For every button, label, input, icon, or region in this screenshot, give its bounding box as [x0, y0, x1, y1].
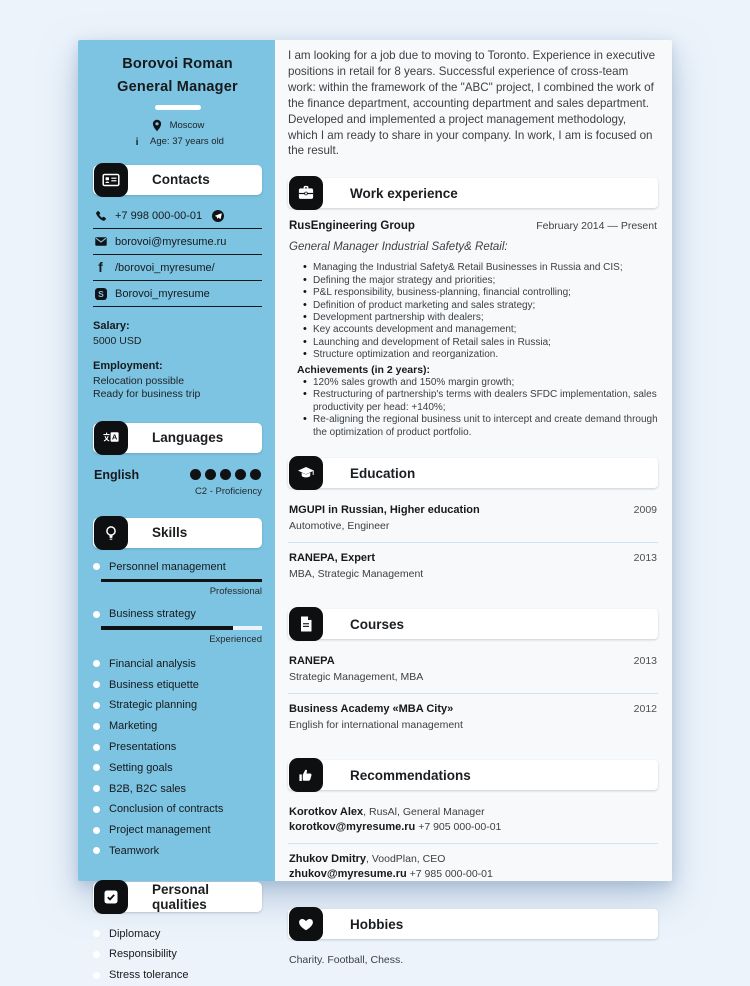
skill-bar: [101, 626, 262, 630]
quality-item: [93, 944, 262, 965]
proficiency-dot: [205, 469, 216, 480]
recommender-org-role: , RusAl, General Manager: [363, 806, 485, 819]
bullet-dot: [93, 702, 100, 709]
recommendations-header-bar: [288, 760, 658, 790]
contact-phone[interactable]: [93, 203, 262, 229]
education-entry-subtitle: MBA, Strategic Management: [289, 568, 424, 581]
skill-label: Business strategy: [109, 608, 196, 620]
contact-facebook[interactable]: [93, 255, 262, 281]
sidebar: [78, 40, 275, 982]
work-bullet: • Defining the major strategy and priorities;: [303, 275, 658, 287]
language-dots: [190, 469, 261, 480]
work-experience-header: [288, 176, 658, 210]
telegram-icon[interactable]: [211, 210, 224, 222]
recommendations-title: Recommendations: [350, 767, 471, 783]
skill-label: Financial analysis: [109, 657, 196, 670]
education-entry-line: [289, 552, 657, 564]
work-title: Work experience: [350, 185, 458, 201]
hobbies-title: Hobbies: [350, 916, 404, 932]
bullet-dot: [93, 951, 100, 958]
skill-level: Professional: [209, 586, 262, 597]
envelope-icon: [94, 237, 107, 246]
course-entry-line: [289, 655, 657, 667]
skill-bar-fill: [101, 626, 233, 630]
skill-label: Teamwork: [109, 844, 160, 857]
recommender-contact-line: [289, 821, 657, 833]
work-entry-head: [288, 220, 658, 232]
recommender-phone: +7 905 000-00-01: [415, 821, 502, 834]
summary-text: I am looking for a job due to moving to Toronto. Experience in executive positions in retail for 8 years. Successful experience of cross-team work: within the framework of the "ABC" project, I combined the work of the finance department, accounting department and sales department. Developed and implemented a project management methodology, which I am ready to share in your company. In work, I am is focused on the result.: [288, 49, 656, 158]
company-name: RusEngineering Group: [289, 220, 415, 233]
skills-header: [93, 516, 262, 550]
facebook-icon: f: [98, 259, 103, 275]
graduation-cap-icon: [289, 456, 323, 490]
work-bullet: • Structure optimization and reorganization.: [303, 349, 658, 361]
skill-label: Conclusion of contracts: [109, 803, 224, 816]
recommender-email: zhukov@myresume.ru: [289, 868, 407, 881]
title-divider: [155, 105, 201, 110]
work-period: February 2014 — Present: [536, 220, 657, 233]
skill-item: [93, 757, 262, 778]
work-bullet: • Development partnership with dealers;: [303, 312, 658, 324]
skill-item: [93, 674, 262, 695]
phone-icon: [94, 210, 107, 222]
education-title: Education: [350, 465, 416, 481]
employment-line: Ready for business trip: [93, 387, 201, 400]
skill-label: Strategic planning: [109, 699, 198, 712]
recommender-line: [289, 853, 657, 865]
bullet-dot: [93, 930, 100, 937]
skill-featured: [93, 608, 262, 645]
personal-qualities-title: Personal qualities: [152, 882, 210, 913]
proficiency-dot: [235, 469, 246, 480]
proficiency-dot: [190, 469, 201, 480]
location-text: Moscow: [169, 119, 205, 131]
candidate-title: General Manager: [117, 79, 238, 95]
hobbies-header: [288, 907, 658, 941]
education-entry-title: RANEPA, Expert: [289, 552, 375, 565]
quality-label: Responsibility: [109, 948, 177, 961]
skill-item: [93, 608, 262, 620]
skill-featured: [93, 561, 262, 598]
skill-item: [93, 799, 262, 820]
skill-label: B2B, B2C sales: [109, 782, 187, 795]
phone-number: +7 998 000-00-01: [115, 209, 203, 222]
proficiency-dot: [220, 469, 231, 480]
languages-title: Languages: [152, 430, 224, 445]
achievements-label: Achievements (in 2 years):: [297, 363, 431, 376]
briefcase-icon: [289, 176, 323, 210]
language-name: English: [94, 467, 140, 482]
courses-header: [288, 607, 658, 641]
education-entry-title: MGUPI in Russian, Higher education: [289, 504, 480, 517]
course-entry-line: [289, 703, 657, 715]
achievement-bullet: • Restructuring of partnership's terms with dealers SFDC implementation, sales productivity per head: +140%;: [303, 389, 658, 414]
bullet-dot: [93, 563, 100, 570]
bullet-dot: [93, 764, 100, 771]
employment-line: Relocation possible: [93, 374, 185, 387]
education-entry-line: [289, 504, 657, 516]
hobbies-text: Charity. Football, Chess.: [289, 954, 404, 967]
courses-header-bar: [288, 609, 658, 639]
recommender-org-role: , VoodPlan, CEO: [366, 853, 446, 866]
skills-list: [93, 654, 262, 862]
work-bullet: • Key accounts development and management;: [303, 324, 658, 336]
skill-label: Setting goals: [109, 761, 173, 774]
skill-bar: [101, 579, 262, 583]
course-entry-subtitle: English for international management: [289, 719, 463, 732]
courses-entries: [288, 646, 658, 741]
main-content: [275, 40, 672, 967]
language-row: [93, 468, 262, 482]
education-entry: [288, 543, 658, 590]
quality-label: Stress tolerance: [109, 969, 189, 982]
info-icon: i: [135, 135, 139, 148]
svg-text:S: S: [97, 288, 104, 299]
lightbulb-icon: [94, 516, 128, 550]
skill-item: [93, 820, 262, 841]
bullet-dot: [93, 744, 100, 751]
language-level: C2 - Proficiency: [194, 485, 262, 497]
contacts-title: Contacts: [152, 172, 210, 187]
achievement-bullet: • Re-aligning the regional business unit to intercept and create demand through the optimization of product portfolio.: [303, 414, 658, 439]
skill-label: Personnel management: [109, 560, 226, 573]
course-entry-year: 2013: [633, 655, 657, 668]
heart-icon: [289, 907, 323, 941]
course-entry-title: Business Academy «MBA City»: [289, 703, 454, 716]
proficiency-dot: [250, 469, 261, 480]
salary-label: Salary:: [93, 319, 130, 332]
skype-icon: [94, 288, 107, 300]
age-row: [93, 136, 262, 148]
skill-item: [93, 654, 262, 675]
bullet-dot: [93, 827, 100, 834]
document-icon: [289, 607, 323, 641]
hobbies-header-bar: [288, 909, 658, 939]
recommender-line: [289, 806, 657, 818]
education-entry-year: 2009: [633, 504, 657, 517]
achievements-list: [288, 377, 658, 439]
contact-email[interactable]: [93, 229, 262, 255]
resume-card: [78, 40, 672, 982]
checkbox-icon: [94, 880, 128, 914]
skill-item: [93, 778, 262, 799]
skill-label: Marketing: [109, 720, 158, 733]
work-bullet: • P&L responsibility, business-planning, financial controlling;: [303, 287, 658, 299]
work-bullet: • Definition of product marketing and sales strategy;: [303, 300, 658, 312]
contact-skype[interactable]: [93, 281, 262, 307]
recommender-contact-line: [289, 868, 657, 880]
bullet-dot: [93, 681, 100, 688]
course-entry: [288, 646, 658, 694]
email-text: borovoi@myresume.ru: [115, 235, 227, 248]
personal-qualities-list: [93, 923, 262, 985]
course-entry-year: 2012: [633, 703, 657, 716]
skills-title: Skills: [152, 525, 188, 540]
recommender-name: Zhukov Dmitry: [289, 853, 367, 866]
candidate-name: Borovoi Roman: [122, 56, 233, 72]
education-header: [288, 456, 658, 490]
bullet-dot: [93, 660, 100, 667]
work-role: General Manager Industrial Safety& Retail:: [289, 241, 508, 254]
work-header-bar: [288, 178, 658, 208]
skill-level: Experienced: [209, 633, 262, 645]
bullet-dot: [93, 847, 100, 854]
skill-label: Presentations: [109, 741, 177, 754]
skill-item: [93, 561, 262, 573]
salary-value: 5000 USD: [93, 334, 142, 347]
quality-label: Diplomacy: [109, 927, 161, 940]
course-entry: [288, 694, 658, 741]
recommendations-header: [288, 758, 658, 792]
facebook-text: /borovoi_myresume/: [115, 261, 215, 274]
recommender-email: korotkov@myresume.ru: [289, 821, 416, 834]
skill-item: [93, 737, 262, 758]
education-entries: [288, 495, 658, 590]
contact-card-icon: [94, 163, 128, 197]
thumbs-up-icon: [289, 758, 323, 792]
personal-qualities-header: [93, 880, 262, 914]
education-entry: [288, 495, 658, 543]
skill-item: [93, 841, 262, 862]
education-entry-year: 2013: [633, 552, 657, 565]
location-pin-icon: [151, 119, 163, 132]
work-bullet: • Launching and development of Retail sales in Russia;: [303, 337, 658, 349]
work-bullet: • Managing the Industrial Safety& Retail Businesses in Russia and CIS;: [303, 262, 658, 274]
bullet-dot: [93, 785, 100, 792]
course-entry-title: RANEPA: [289, 655, 335, 668]
quality-item: [93, 923, 262, 944]
recommendation-entries: [288, 797, 658, 890]
recommender-phone: +7 985 000-00-01: [406, 868, 493, 881]
skill-item: [93, 716, 262, 737]
education-entry-subtitle: Automotive, Engineer: [289, 520, 390, 533]
skill-label: Business etiquette: [109, 678, 199, 691]
skype-text: Borovoi_myresume: [115, 287, 210, 300]
education-header-bar: [288, 458, 658, 488]
age-text: Age: 37 years old: [150, 136, 224, 147]
recommendation-entry: [288, 797, 658, 844]
quality-item: [93, 965, 262, 986]
skill-label: Project management: [109, 824, 211, 837]
bullet-dot: [93, 972, 100, 979]
recommender-name: Korotkov Alex: [289, 806, 364, 819]
skill-bar-fill: [101, 579, 262, 583]
courses-title: Courses: [350, 616, 405, 632]
bullet-dot: [93, 723, 100, 730]
translate-icon: [94, 421, 128, 455]
location-row: [93, 119, 262, 132]
bullet-dot: [93, 806, 100, 813]
skill-item: [93, 695, 262, 716]
svg-text:A: A: [111, 432, 118, 442]
achievement-bullet: • 120% sales growth and 150% margin growth;: [303, 377, 658, 389]
contacts-header: [93, 163, 262, 197]
work-bullet-list: [288, 262, 658, 361]
contact-list: [93, 203, 262, 307]
employment-label: Employment:: [93, 359, 163, 372]
bullet-dot: [93, 611, 100, 618]
course-entry-subtitle: Strategic Management, MBA: [289, 671, 424, 684]
recommendation-entry: [288, 844, 658, 890]
languages-header: [93, 421, 262, 455]
